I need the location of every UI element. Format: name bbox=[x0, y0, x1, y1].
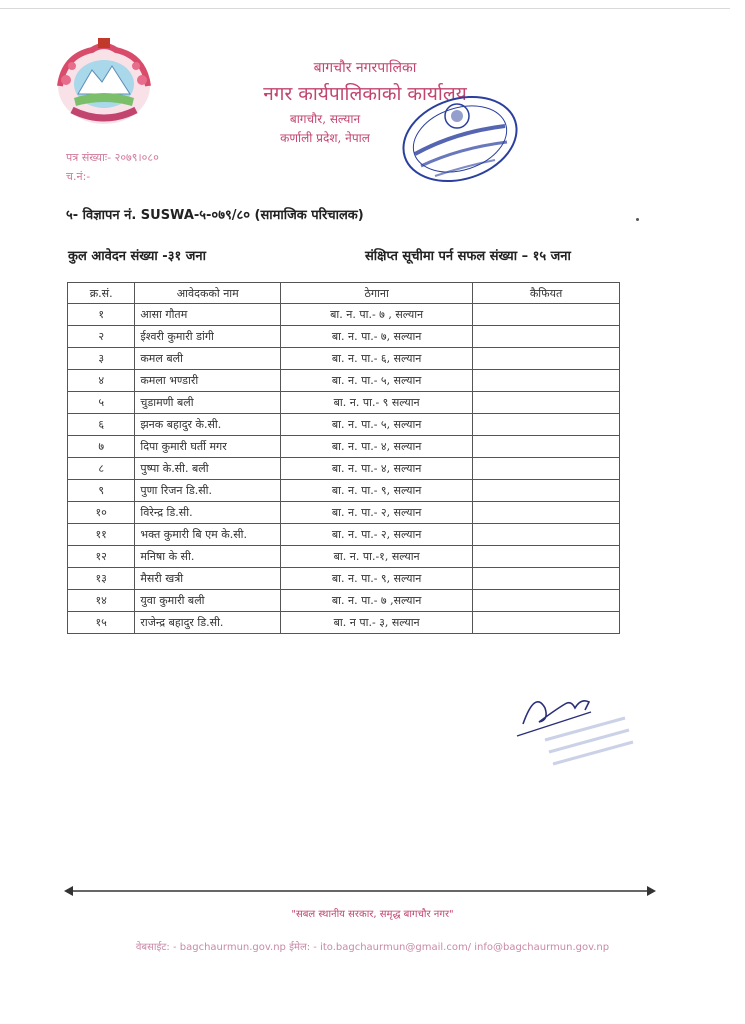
cell-name: दिपा कुमारी घर्ती मगर bbox=[135, 436, 281, 458]
cell-remarks bbox=[473, 348, 620, 370]
cell-name: युवा कुमारी बली bbox=[135, 590, 281, 612]
total-applications: कुल आवेदन संख्या -३१ जना bbox=[68, 249, 206, 264]
table-row bbox=[68, 590, 620, 612]
advertisement-title: ५- विज्ञापन नं. SUSWA-५-०७९/८० (सामाजिक परिचालक) bbox=[66, 208, 364, 223]
cell-address: बा. न. पा.- ९, सल्यान bbox=[281, 480, 473, 502]
cell-address: बा. न. पा.- ९ सल्यान bbox=[281, 392, 473, 414]
cell-remarks bbox=[473, 326, 620, 348]
cell-serial: ८ bbox=[68, 458, 135, 480]
cell-remarks bbox=[473, 612, 620, 634]
table-row bbox=[68, 480, 620, 502]
cell-address: बा. न. पा.- ४, सल्यान bbox=[281, 436, 473, 458]
table-row bbox=[68, 370, 620, 392]
speck bbox=[636, 218, 639, 221]
cell-remarks bbox=[473, 524, 620, 546]
cell-serial: ४ bbox=[68, 370, 135, 392]
office-address: बागचौर, सल्यान bbox=[289, 112, 361, 126]
col-remarks-header: कैफियत bbox=[473, 283, 620, 304]
cell-serial: २ bbox=[68, 326, 135, 348]
cell-name: भक्त कुमारी बि एम के.सी. bbox=[135, 524, 281, 546]
cell-address: बा. न. पा.- ७ , सल्यान bbox=[281, 304, 473, 326]
cell-remarks bbox=[473, 436, 620, 458]
cell-serial: ३ bbox=[68, 348, 135, 370]
cell-name: ईश्वरी कुमारी डांगी bbox=[135, 326, 281, 348]
shortlist-table bbox=[67, 282, 620, 634]
province-name: कर्णाली प्रदेश, नेपाल bbox=[280, 131, 370, 145]
col-address-header: ठेगाना bbox=[281, 283, 473, 304]
cell-serial: ५ bbox=[68, 392, 135, 414]
footer-slogan: "सबल स्थानीय सरकार, समृद्ध बागचौर नगर" bbox=[291, 909, 454, 920]
col-serial-header: क्र.सं. bbox=[68, 283, 135, 304]
cell-address: बा. न. पा.- ४, सल्यान bbox=[281, 458, 473, 480]
office-stamp-icon bbox=[395, 92, 525, 187]
cell-address: बा. न. पा.-१, सल्यान bbox=[281, 546, 473, 568]
cell-remarks bbox=[473, 370, 620, 392]
cell-serial: १५ bbox=[68, 612, 135, 634]
cell-serial: १ bbox=[68, 304, 135, 326]
cell-remarks bbox=[473, 304, 620, 326]
cell-serial: ६ bbox=[68, 414, 135, 436]
cell-name: मनिषा के सी. bbox=[135, 546, 281, 568]
table-row bbox=[68, 458, 620, 480]
cell-serial: १३ bbox=[68, 568, 135, 590]
cell-serial: ७ bbox=[68, 436, 135, 458]
table-row bbox=[68, 436, 620, 458]
cell-serial: ९ bbox=[68, 480, 135, 502]
table-row bbox=[68, 326, 620, 348]
cell-remarks bbox=[473, 458, 620, 480]
cell-address: बा. न. पा.- २, सल्यान bbox=[281, 524, 473, 546]
cell-remarks bbox=[473, 480, 620, 502]
municipality-name: बागचौर नगरपालिका bbox=[313, 60, 417, 76]
cell-name: पुष्पा के.सी. बली bbox=[135, 458, 281, 480]
table-row bbox=[68, 502, 620, 524]
table-row bbox=[68, 546, 620, 568]
cell-name: कमला भण्डारी bbox=[135, 370, 281, 392]
cell-remarks bbox=[473, 392, 620, 414]
cell-address: बा. न. पा.- ५, सल्यान bbox=[281, 414, 473, 436]
footer-contact: वेबसाईट: - bagchaurmun.gov.np ईमेल: - ito.bagchaurmun@gmail.com/ info@bagchaurmun.gov.np bbox=[135, 942, 610, 953]
table-row bbox=[68, 392, 620, 414]
cell-address: बा. न. पा.- ७, सल्यान bbox=[281, 326, 473, 348]
table-row bbox=[68, 414, 620, 436]
top-border bbox=[0, 8, 730, 9]
table-row bbox=[68, 348, 620, 370]
office-name: नगर कार्यपालिकाको कार्यालय bbox=[263, 83, 467, 105]
table-row bbox=[68, 304, 620, 326]
cell-name: राजेन्द्र बहादुर डि.सी. bbox=[135, 612, 281, 634]
table-row bbox=[68, 524, 620, 546]
cell-name: आसा गौतम bbox=[135, 304, 281, 326]
cell-remarks bbox=[473, 590, 620, 612]
cell-name: विरेन्द्र डि.सी. bbox=[135, 502, 281, 524]
cell-address: बा. न. पा.- ७ ,सल्यान bbox=[281, 590, 473, 612]
cell-name: पुणा रिजन डि.सी. bbox=[135, 480, 281, 502]
dispatch-number: च.नं:- bbox=[66, 170, 91, 183]
cell-address: बा. न. पा.- ५, सल्यान bbox=[281, 370, 473, 392]
table-row bbox=[68, 568, 620, 590]
cell-remarks bbox=[473, 414, 620, 436]
government-emblem-icon bbox=[52, 36, 156, 128]
cell-address: बा. न. पा.- ९, सल्यान bbox=[281, 568, 473, 590]
cell-remarks bbox=[473, 568, 620, 590]
letter-number: पत्र संख्याः- २०७९।०८० bbox=[66, 151, 159, 164]
cell-address: बा. न. पा.- ६, सल्यान bbox=[281, 348, 473, 370]
cell-name: मैसरी खत्री bbox=[135, 568, 281, 590]
cell-serial: ११ bbox=[68, 524, 135, 546]
cell-name: कमल बली bbox=[135, 348, 281, 370]
cell-serial: १४ bbox=[68, 590, 135, 612]
cell-name: चुडामणी बली bbox=[135, 392, 281, 414]
col-name-header: आवेदकको नाम bbox=[135, 283, 281, 304]
table-row bbox=[68, 612, 620, 634]
cell-serial: १२ bbox=[68, 546, 135, 568]
double-arrow-icon bbox=[64, 884, 656, 898]
cell-remarks bbox=[473, 502, 620, 524]
cell-remarks bbox=[473, 546, 620, 568]
cell-address: बा. न पा.- ३, सल्यान bbox=[281, 612, 473, 634]
cell-address: बा. न. पा.- २, सल्यान bbox=[281, 502, 473, 524]
cell-name: झनक बहादुर के.सी. bbox=[135, 414, 281, 436]
signature-icon bbox=[505, 680, 645, 780]
table-header-row bbox=[68, 283, 620, 304]
shortlisted-count: संक्षिप्त सूचीमा पर्न सफल संख्या – १५ जना bbox=[365, 249, 571, 264]
cell-serial: १० bbox=[68, 502, 135, 524]
